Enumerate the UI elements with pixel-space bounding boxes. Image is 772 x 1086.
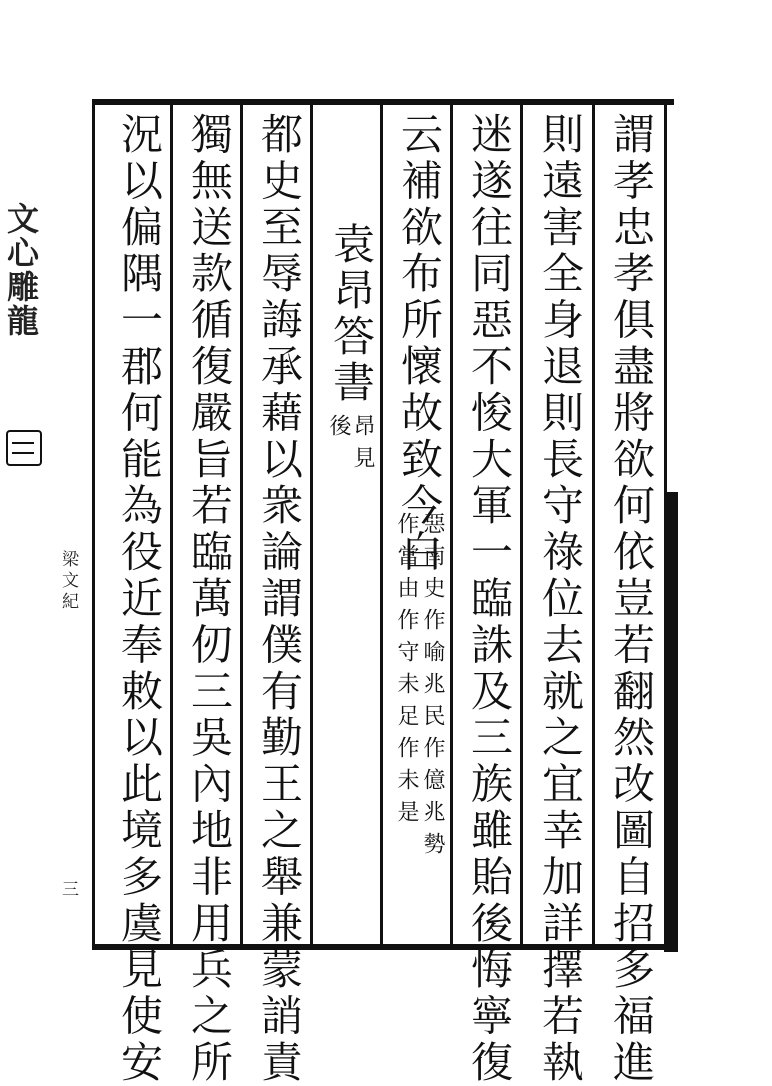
- heading-note-right: 昂見: [350, 414, 375, 478]
- frame-top-border: [92, 99, 674, 105]
- column-rule: [450, 103, 453, 946]
- text-column-4: 云補欲布所懷故致今白: [395, 112, 444, 576]
- column-rule: [380, 103, 383, 946]
- edge-page-number: 三: [58, 880, 78, 897]
- text-column-3: 迷遂往同惡不悛大軍一臨誅及三族雖貽後悔寧復: [465, 112, 514, 1086]
- text-column-2: 則遠害全身退則長守祿位去就之宜幸加詳擇若執: [536, 112, 585, 1086]
- annotation-column-right: 惡南史作喻兆民作億兆勢: [420, 512, 445, 864]
- frame-right-border: [664, 103, 667, 495]
- column-rule: [240, 103, 243, 946]
- text-column-1: 謂孝忠孝俱盡將欲何依豈若翻然改圖自招多福進: [607, 112, 656, 1086]
- frame-bottom-border: [92, 944, 674, 950]
- fish-tail-ornament-icon: [6, 430, 42, 466]
- heading-note-left: 後: [326, 414, 351, 446]
- frame-left-border: [92, 103, 95, 946]
- text-column-8: 況以偏隅一郡何能為役近奉敕以此境多虞見使安: [115, 112, 164, 1086]
- column-rule: [310, 103, 313, 946]
- column-rule: [592, 103, 595, 946]
- edge-chapter-title: 梁文紀: [58, 550, 78, 613]
- edge-book-title: 文心雕龍: [2, 202, 40, 338]
- annotation-column-left: 作當由作守未足作未是: [394, 512, 419, 832]
- letter-heading: 袁昂答書: [327, 222, 376, 406]
- text-column-7: 獨無送款循復嚴旨若臨萬仞三吳內地非用兵之所: [185, 112, 234, 1086]
- text-column-6: 都史至辱誨承藉以衆論謂僕有勤王之舉兼蒙誚責: [255, 112, 304, 1086]
- frame-right-thick-border: [664, 492, 678, 952]
- fore-edge: [0, 90, 92, 960]
- column-rule: [520, 103, 523, 946]
- column-rule: [170, 103, 173, 946]
